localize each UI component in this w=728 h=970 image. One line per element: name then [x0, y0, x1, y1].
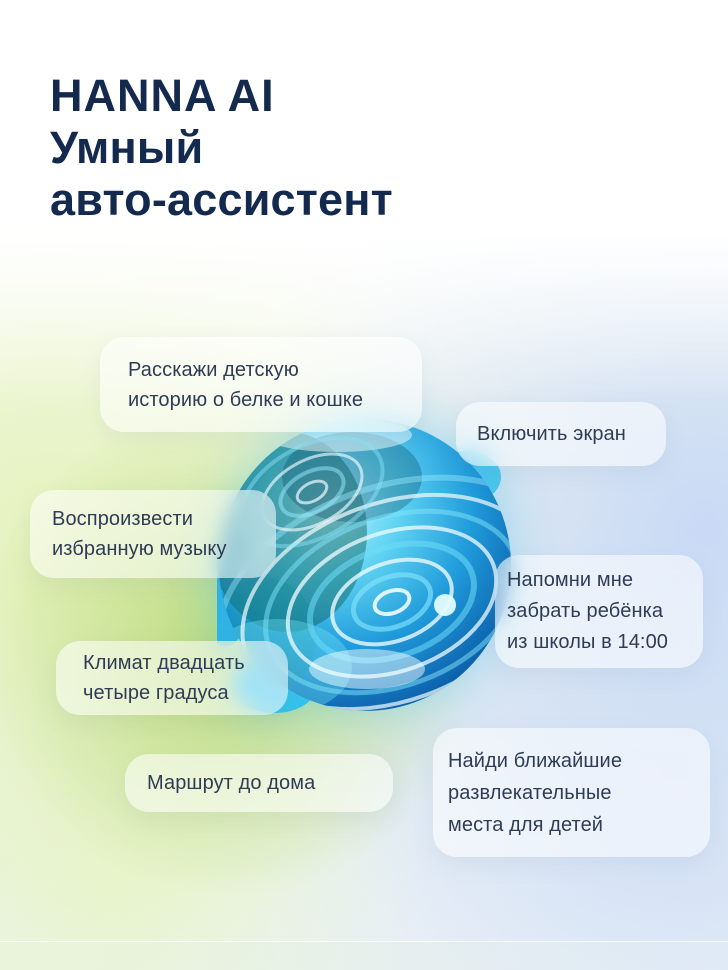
- bubble-text-line: избранную музыку: [52, 538, 227, 560]
- bubble-text-line: четыре градуса: [83, 682, 229, 704]
- voice-command-bubble-play-favorite-music: [30, 490, 276, 578]
- bubble-text-line: развлекательные: [448, 781, 612, 804]
- bubble-text-line: Найди ближайшие: [448, 749, 623, 772]
- voice-command-bubble-turn-on-screen: [456, 402, 666, 466]
- brand-title: HANNA AI: [50, 70, 275, 121]
- subtitle-line-2: авто-ассистент: [50, 174, 393, 225]
- bubble-text-line: Климат двадцать: [83, 652, 245, 674]
- bubble-text-line: историю о белке и кошке: [128, 388, 364, 411]
- bubble-text-line: Расскажи детскую: [128, 358, 299, 381]
- voice-command-bubble-route-home: [125, 754, 393, 812]
- bubble-text-line: забрать ребёнка: [507, 600, 664, 622]
- voice-command-bubble-school-pickup-reminder: [495, 555, 703, 668]
- subtitle-line-1: Умный: [50, 122, 204, 173]
- voice-command-bubble-find-kids-places: [433, 728, 710, 857]
- bubble-text-line: места для детей: [448, 813, 604, 836]
- voice-command-bubble-tell-kids-story: [100, 337, 422, 432]
- bubble-text-line: Включить экран: [477, 423, 626, 445]
- voice-command-bubble-climate-24-degrees: [56, 641, 288, 715]
- title-block: [50, 70, 393, 226]
- bottom-gradient-band: [0, 941, 728, 970]
- bubble-text-line: Напомни мне: [507, 569, 634, 591]
- bubble-text-line: Маршрут до дома: [147, 772, 316, 794]
- bubble-text-line: Воспроизвести: [52, 508, 194, 530]
- bubble-text-line: из школы в 14:00: [507, 631, 669, 653]
